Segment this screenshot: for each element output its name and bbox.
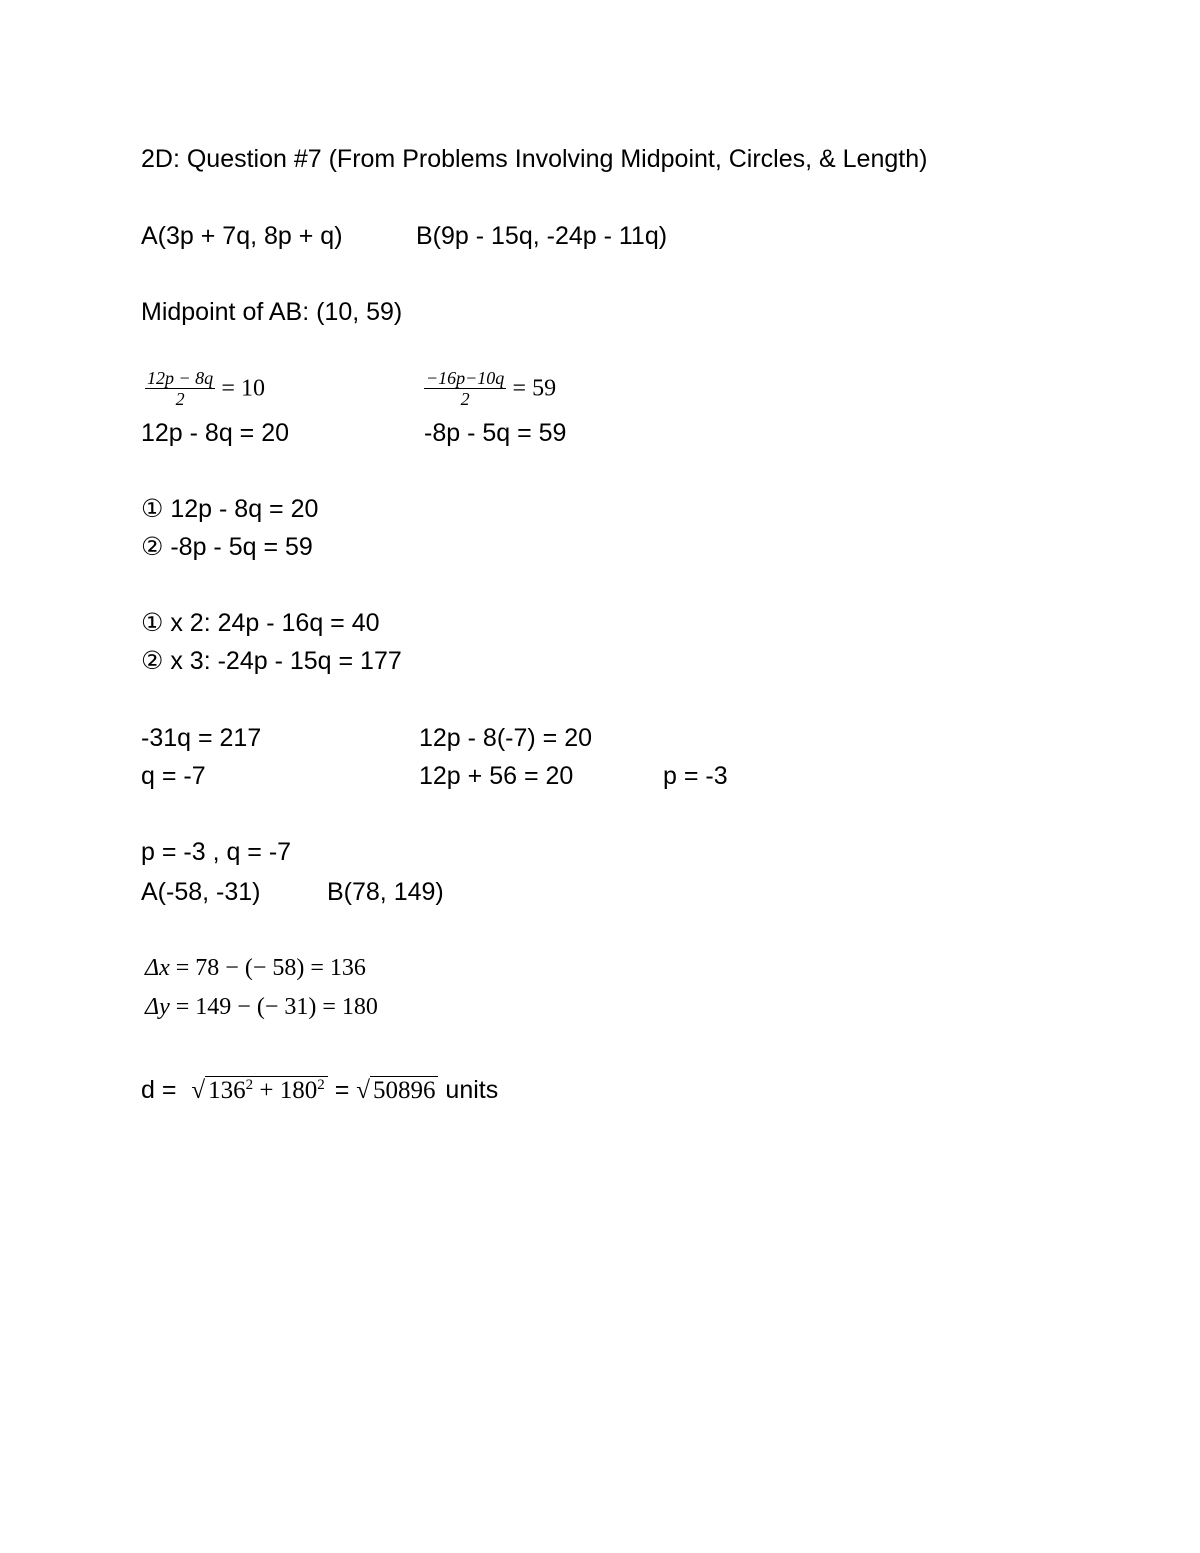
fraction-y (424, 368, 506, 409)
simplified-y-equation: -8p - 5q = 59 (424, 419, 567, 447)
delta-x-line (145, 953, 366, 983)
sum-equation: -31q = 217 (141, 724, 262, 752)
midpoint-statement: Midpoint of AB: (10, 59) (141, 298, 403, 326)
delta-y-symbol: Δy (145, 994, 170, 1020)
system-equation-2: ② -8p - 5q = 59 (141, 533, 313, 561)
q-value: q = -7 (141, 762, 206, 790)
simplified-x-equation: 12p - 8q = 20 (141, 419, 290, 447)
fraction-x-numerator: 12p − 8q (147, 368, 214, 388)
scaled-equation-1: ① x 2: 24p - 16q = 40 (141, 609, 380, 637)
radicand-base-1: 136 (208, 1077, 246, 1104)
distance-result: 50896 (370, 1076, 439, 1105)
fraction-y-denominator: 2 (460, 389, 470, 409)
scaled-equation-2: ② x 3: -24p - 15q = 177 (141, 647, 402, 675)
delta-x-expression: = 78 − (− 58) = 136 (169, 955, 366, 981)
point-a-definition: A(3p + 7q, 8p + q) (141, 222, 343, 250)
fraction-x-rhs: = 10 (221, 375, 265, 402)
point-b-result: B(78, 149) (327, 878, 444, 906)
delta-y-line (145, 992, 378, 1022)
radicand-exponent-1: 2 (245, 1077, 254, 1093)
radicand-plus: + (253, 1077, 280, 1104)
pq-result: p = -3 , q = -7 (141, 838, 292, 866)
second-root-sign: √ (356, 1077, 370, 1104)
p-value: p = -3 (663, 762, 728, 790)
second-square-root (356, 1076, 438, 1106)
first-square-root (191, 1076, 327, 1106)
substitution-step-1: 12p - 8(-7) = 20 (419, 724, 593, 752)
fraction-x (145, 368, 215, 409)
system-equation-1: ① 12p - 8q = 20 (141, 495, 319, 523)
substitution-step-2: 12p + 56 = 20 (419, 762, 574, 790)
first-radicand (205, 1076, 328, 1105)
page-title: 2D: Question #7 (From Problems Involving Midpoint, Circles, & Length) (141, 145, 928, 173)
midpoint-x-equation (145, 368, 265, 409)
point-b-definition: B(9p - 15q, -24p - 11q) (416, 222, 668, 250)
midpoint-y-equation (424, 368, 556, 409)
distance-equals: = (327, 1076, 357, 1104)
fraction-y-rhs: = 59 (512, 375, 557, 402)
distance-units: units (438, 1076, 499, 1104)
delta-y-expression: = 149 − (− 31) = 180 (169, 994, 378, 1020)
point-a-result: A(-58, -31) (141, 878, 261, 906)
distance-lead: d = (141, 1076, 177, 1104)
first-root-sign: √ (191, 1077, 206, 1104)
fraction-x-denominator: 2 (175, 389, 185, 409)
delta-x-symbol: Δx (145, 955, 170, 981)
radicand-base-2: 180 (279, 1077, 318, 1104)
distance-line (141, 1075, 498, 1106)
fraction-y-numerator: −16p−10q (426, 368, 505, 388)
radicand-exponent-2: 2 (317, 1077, 325, 1093)
